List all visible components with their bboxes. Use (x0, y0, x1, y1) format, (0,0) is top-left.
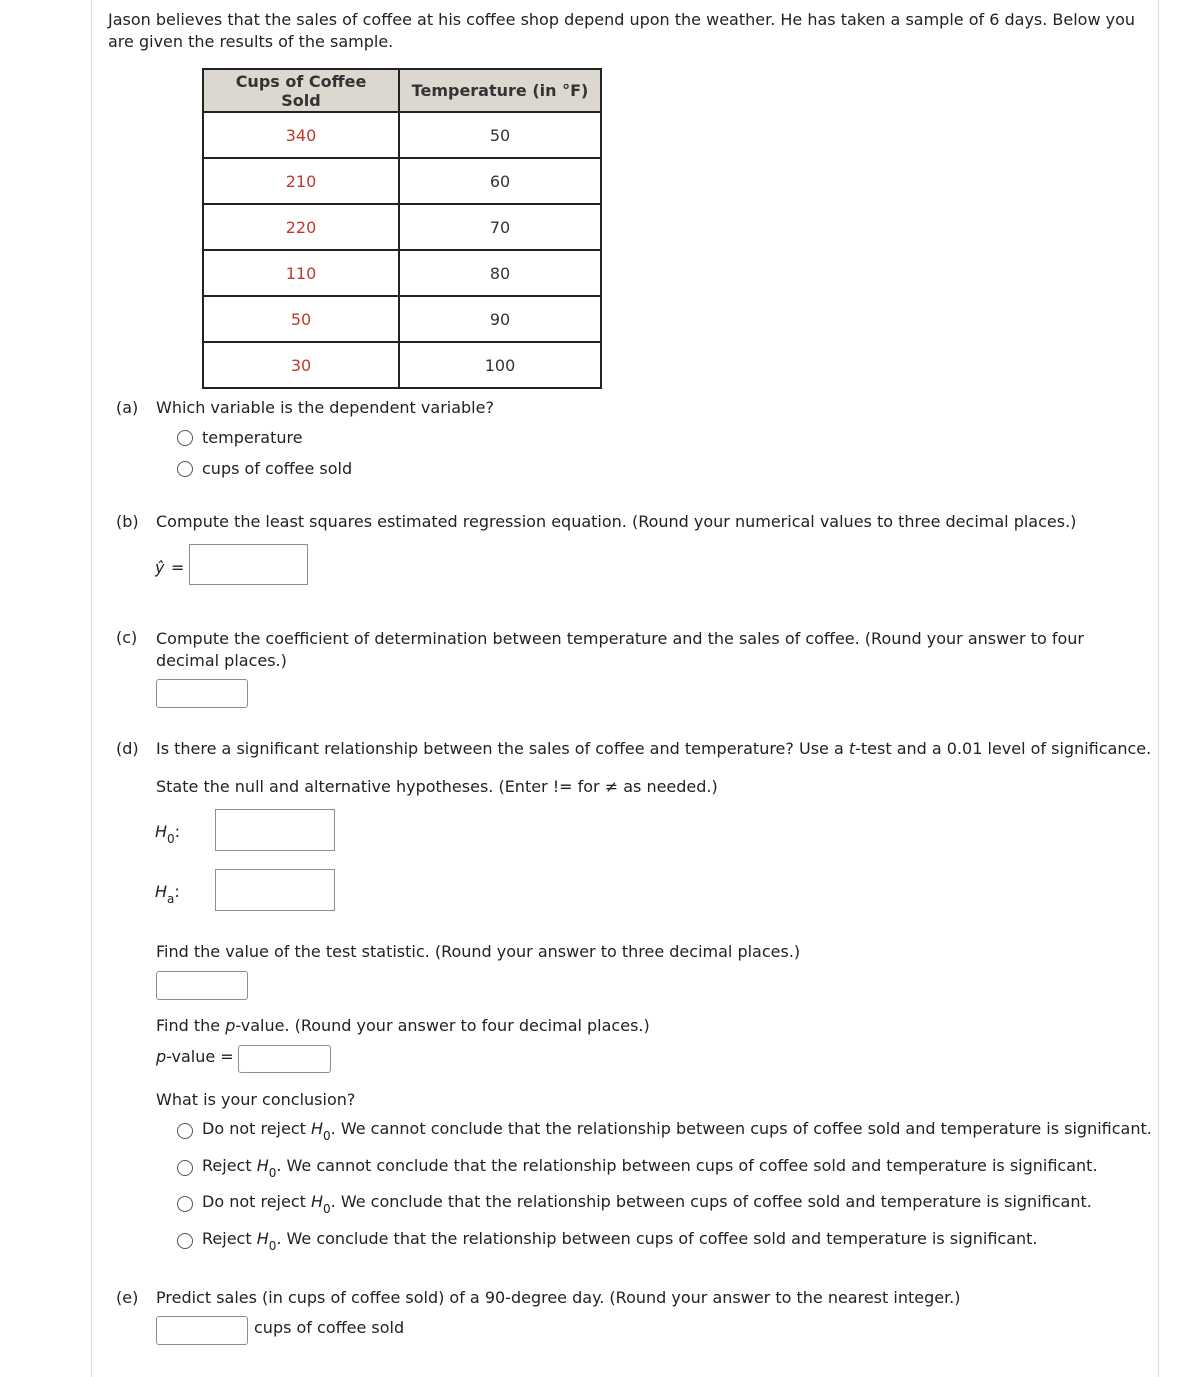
h0-label (155, 822, 180, 846)
regression-equation-input[interactable] (189, 544, 308, 585)
question-text: -test and a 0.01 level of significance. (855, 739, 1152, 758)
cell-temperature: 90 (399, 296, 601, 342)
radio-button[interactable] (177, 1160, 193, 1176)
radio-button[interactable] (177, 430, 193, 446)
option-label: Do not reject $H_0$. We conclude that the relationship between cups of coffee sold and temperature is significant. (202, 1192, 1092, 1216)
radio-button[interactable] (177, 461, 193, 477)
option-temperature[interactable] (177, 428, 303, 447)
conclusion-question: What is your conclusion? (156, 1090, 356, 1109)
question-text: -value. (Round your answer to four decimal places.) (235, 1016, 650, 1035)
conclusion-option[interactable] (177, 1229, 1038, 1253)
table-row (203, 112, 601, 158)
radio-button[interactable] (177, 1233, 193, 1249)
cell-temperature: 60 (399, 158, 601, 204)
cell-cups: 50 (203, 296, 399, 342)
p-value-input[interactable] (238, 1045, 331, 1073)
table-row (203, 342, 601, 388)
h-symbol: H (155, 822, 168, 841)
h-symbol: H (155, 882, 168, 901)
cell-temperature: 50 (399, 112, 601, 158)
table-row (203, 250, 601, 296)
equals-sign: = (171, 558, 185, 577)
unit-label: cups of coffee sold (254, 1318, 405, 1337)
p-symbol: p (156, 1047, 167, 1066)
table-row (203, 296, 601, 342)
conclusion-option[interactable] (177, 1192, 1092, 1216)
option-label: cups of coffee sold (202, 459, 353, 478)
part-e-question: Predict sales (in cups of coffee sold) of a 90-degree day. (Round your answer to the nearest integer.) (156, 1288, 961, 1307)
question-text: Find the (156, 1016, 226, 1035)
cell-temperature: 80 (399, 250, 601, 296)
header-cups: Cups of Coffee Sold (203, 69, 399, 112)
option-label: Reject $H_0$. We cannot conclude that the relationship between cups of coffee sold and temperature is significant. (202, 1156, 1098, 1180)
null-hypothesis-input[interactable] (215, 809, 335, 851)
ha-label (155, 882, 180, 906)
cell-temperature: 70 (399, 204, 601, 250)
t-symbol: t (848, 739, 856, 758)
cell-temperature: 100 (399, 342, 601, 388)
part-b-label: (b) (116, 512, 139, 531)
table-row (203, 158, 601, 204)
cell-cups: 340 (203, 112, 399, 158)
predicted-sales-input[interactable] (156, 1316, 248, 1345)
alternative-hypothesis-input[interactable] (215, 869, 335, 911)
option-label: Do not reject $H_0$. We cannot conclude that the relationship between cups of coffee sold and temperature is significant. (202, 1119, 1152, 1143)
cell-cups: 220 (203, 204, 399, 250)
subscript: a (167, 892, 175, 906)
cell-cups: 210 (203, 158, 399, 204)
part-c-question: Compute the coefficient of determination between temperature and the sales of coffee. (Round your answer to four decimal places.) (156, 629, 1084, 670)
part-d-question (156, 739, 1151, 758)
part-c-label: (c) (116, 628, 138, 647)
header-temperature: Temperature (in °F) (399, 69, 601, 112)
p-value-question (156, 1016, 650, 1035)
hypotheses-instruction: State the null and alternative hypotheses. (Enter != for ≠ as needed.) (156, 777, 718, 796)
part-d-label: (d) (116, 739, 139, 758)
test-statistic-question: Find the value of the test statistic. (Round your answer to three decimal places.) (156, 942, 801, 961)
yhat-symbol: ŷ (155, 558, 165, 577)
part-e-label: (e) (116, 1288, 139, 1307)
p-value-label (156, 1047, 234, 1066)
table-header-row (203, 69, 601, 112)
part-a-question: Which variable is the dependent variable? (156, 398, 494, 417)
label-text: -value = (166, 1047, 234, 1066)
data-table (202, 68, 602, 389)
table-row (203, 204, 601, 250)
intro-text: Jason believes that the sales of coffee at his coffee shop depend upon the weather. He has taken a sample of 6 days. Below you are given the results of the sample. (108, 10, 1136, 51)
p-symbol: p (225, 1016, 236, 1035)
conclusion-option[interactable] (177, 1119, 1152, 1143)
coefficient-of-determination-input[interactable] (156, 679, 248, 708)
question-text: Is there a significant relationship between the sales of coffee and temperature? Use a (156, 739, 849, 758)
option-label: temperature (202, 428, 303, 447)
conclusion-option[interactable] (177, 1156, 1098, 1180)
option-cups-of-coffee-sold[interactable] (177, 459, 352, 478)
cell-cups: 110 (203, 250, 399, 296)
cell-cups: 30 (203, 342, 399, 388)
colon: : (174, 822, 181, 841)
part-a-label: (a) (116, 398, 139, 417)
test-statistic-input[interactable] (156, 971, 248, 1000)
option-label: Reject $H_0$. We conclude that the relationship between cups of coffee sold and temperature is significant. (202, 1229, 1038, 1253)
radio-button[interactable] (177, 1123, 193, 1139)
colon: : (174, 882, 180, 901)
subscript: 0 (167, 832, 175, 846)
part-b-question: Compute the least squares estimated regression equation. (Round your numerical values to three decimal places.) (156, 512, 1077, 531)
radio-button[interactable] (177, 1196, 193, 1212)
